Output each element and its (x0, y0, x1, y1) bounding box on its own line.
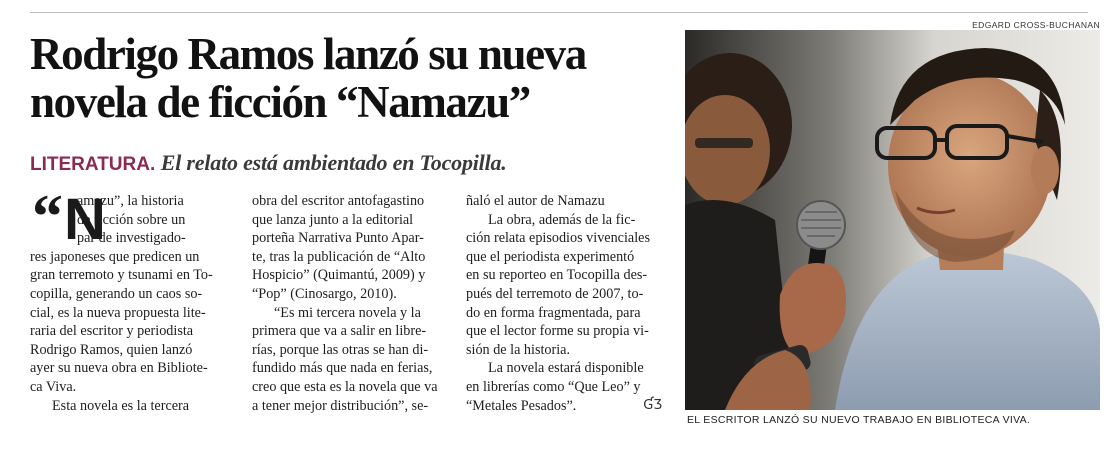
body-line: Rodrigo Ramos, quien lanzó (30, 341, 193, 358)
body-line: “Es mi tercera novela y la (274, 304, 421, 321)
opening-quote-mark: “ (32, 183, 63, 251)
body-line: de ficción sobre un (77, 211, 186, 228)
body-line: fundido más que nada en ferias, (252, 360, 433, 377)
body-line: Hospicio” (Quimantú, 2009) y (252, 267, 426, 284)
photo-caption: EL ESCRITOR LANZÓ SU NUEVO TRABAJO EN BIBLIOTECA VIVA. (687, 414, 1031, 426)
body-line: te, tras la publicación de “Alto (252, 248, 426, 265)
headline-line-2: novela de ficción “Namazu” (30, 77, 530, 127)
body-line: pués del terremoto de 2007, to- (466, 285, 644, 302)
subtitle: El relato está ambientado en Tocopilla. (160, 150, 507, 175)
body-line: Esta novela es la tercera (52, 397, 190, 414)
dek (30, 150, 670, 178)
kicker-period: . (149, 154, 156, 175)
photo-illustration (685, 30, 1100, 410)
section-kicker: LITERATURA (30, 154, 150, 175)
headline-line-1: Rodrigo Ramos lanzó su nueva (30, 29, 586, 79)
body-line: par de investigado- (77, 230, 186, 247)
article-photo (685, 30, 1100, 410)
body-line: La obra, además de la fic- (488, 211, 636, 228)
body-line: creo que esta es la novela que va (252, 378, 438, 395)
article-column-1 (30, 187, 226, 415)
article-column-2 (252, 192, 448, 415)
body-line: rías, porque las otras se han di- (252, 341, 429, 358)
body-line: a tener mejor distribución”, se- (252, 397, 429, 414)
body-line: obra del escritor antofagastino (252, 193, 425, 209)
body-line: ca Viva. (30, 378, 77, 395)
body-line: cial, es la nueva propuesta lite- (30, 304, 206, 321)
body-line: raria del escritor y periodista (30, 323, 194, 340)
body-line: ñaló el autor de Namazu (466, 193, 605, 209)
article-column-3 (466, 192, 664, 415)
body-line: sión de la historia. (466, 341, 571, 358)
body-line: ayer su nueva obra en Bibliote- (30, 360, 208, 377)
body-line: La novela estará disponible (488, 360, 644, 377)
body-line: en su reporteo en Tocopilla des- (466, 267, 648, 284)
body-line: copilla, generando un caos so- (30, 285, 203, 302)
body-line: do en forma fragmentada, para (466, 304, 641, 321)
photo-credit: EDGARD CROSS-BUCHANAN (972, 20, 1100, 30)
body-line-text: “Metales Pesados”. (466, 397, 577, 414)
body-line: en librerías como “Que Leo” y (466, 378, 641, 395)
body-line: gran terremoto y tsunami en To- (30, 267, 213, 284)
end-mark-icon: ƓƷ (643, 397, 662, 413)
headline (30, 30, 670, 126)
body-line: ción relata episodios vivenciales (466, 230, 650, 247)
top-rule (30, 12, 1088, 13)
body-line: porteña Narrativa Punto Apar- (252, 230, 424, 247)
body-line: “Pop” (Cinosargo, 2010). (252, 285, 397, 302)
body-line: que lanza junto a la editorial (252, 211, 414, 228)
drop-cap: N (64, 187, 106, 252)
body-line: res japoneses que predicen un (30, 248, 200, 265)
body-line: primera que va a salir en libre- (252, 323, 427, 340)
body-line (466, 397, 664, 416)
body-line: que el periodista experimentó (466, 248, 635, 265)
body-line: amazu”, la historia (77, 193, 184, 209)
body-line: que el lector forme su propia vi- (466, 323, 649, 340)
